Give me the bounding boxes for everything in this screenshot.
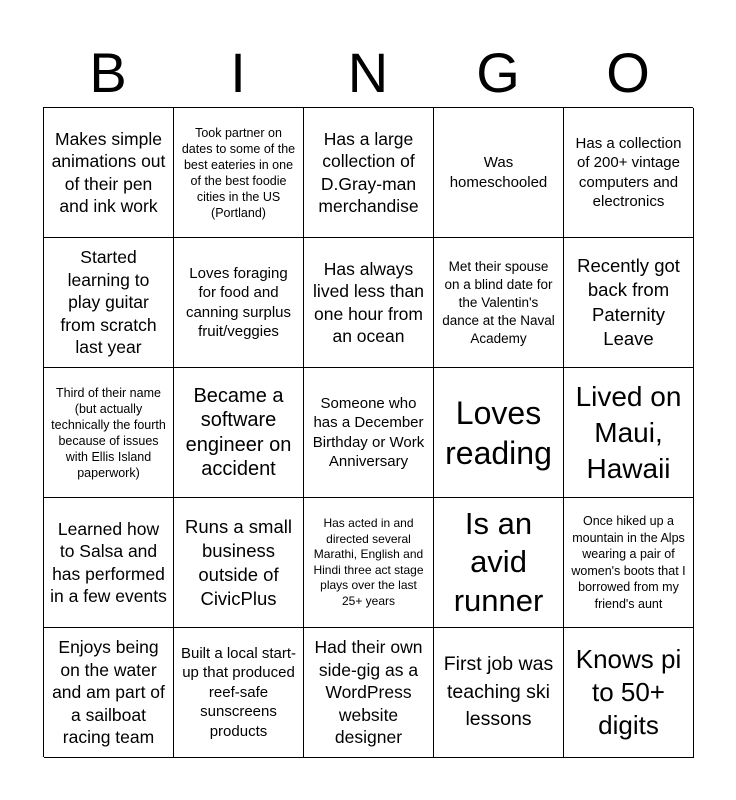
cell-text: Runs a small business outside of CivicPlus	[185, 515, 292, 609]
header-letter-i: I	[230, 41, 246, 104]
cell-text: Has a collection of 200+ vintage computers and electronics	[575, 134, 682, 210]
bingo-cell-r2c1[interactable]	[44, 238, 174, 368]
cell-text: Knows pi to 50+ digits	[575, 644, 682, 740]
bingo-cell-r5c4[interactable]	[434, 628, 564, 758]
bingo-cell-r5c3[interactable]	[304, 628, 434, 758]
cell-text: Became a software engineer on accident	[185, 384, 292, 480]
cell-text: Makes simple animations out of their pen and ink work	[51, 128, 166, 216]
bingo-cell-r4c5[interactable]	[564, 498, 694, 628]
cell-text: Has a large collection of D.Gray-man merchandise	[318, 128, 419, 216]
bingo-board	[43, 107, 693, 757]
cell-text: Had their own side-gig as a WordPress website designer	[314, 637, 423, 748]
cell-text: Built a local start-up that produced reef-safe sunscreens products	[180, 644, 297, 740]
bingo-cell-r3c4[interactable]	[434, 368, 564, 498]
bingo-cell-r1c5[interactable]	[564, 108, 694, 238]
cell-text: Lived on Maui, Hawaii	[575, 380, 682, 484]
bingo-cell-r3c3[interactable]	[304, 368, 434, 498]
bingo-cell-r1c3[interactable]	[304, 108, 434, 238]
cell-text: Took partner on dates to some of the best eateries in one of the best foodie cities in the US (Portland)	[181, 125, 296, 220]
bingo-cell-r3c1[interactable]	[44, 368, 174, 498]
bingo-cell-r3c5[interactable]	[564, 368, 694, 498]
cell-text: Has acted in and directed several Marathi, English and Hindi three act stage plays over the last 25+ years	[313, 516, 424, 608]
cell-text: Is an avid runner	[453, 505, 544, 618]
bingo-cell-r1c2[interactable]	[174, 108, 304, 238]
bingo-cell-r2c2[interactable]	[174, 238, 304, 368]
bingo-cell-r2c3[interactable]	[304, 238, 434, 368]
cell-text: Recently got back from Paternity Leave	[577, 254, 680, 349]
bingo-cell-r5c2[interactable]	[174, 628, 304, 758]
bingo-cell-r4c3[interactable]	[304, 498, 434, 628]
cell-text: Was homeschooled	[449, 154, 548, 191]
cell-text: Met their spouse on a blind date for the Valentin's dance at the Naval Academy	[442, 258, 555, 346]
header-letter-b: B	[89, 41, 127, 104]
bingo-cell-r1c4[interactable]	[434, 108, 564, 238]
bingo-cell-r2c5[interactable]	[564, 238, 694, 368]
header-letter-o: O	[606, 41, 650, 104]
cell-text: First job was teaching ski lessons	[443, 653, 554, 731]
cell-text: Third of their name (but actually technically the fourth because of issues with Ellis Island paperwork)	[51, 385, 166, 480]
cell-text: Has always lived less than one hour from an ocean	[313, 258, 424, 346]
cell-text: Once hiked up a mountain in the Alps wearing a pair of women's boots that I borrowed from my friend's aunt	[571, 514, 686, 611]
cell-text: Enjoys being on the water and am part of a sailboat racing team	[52, 637, 165, 748]
header-letter-g: G	[476, 41, 520, 104]
bingo-cell-r1c1[interactable]	[44, 108, 174, 238]
bingo-cell-r5c5[interactable]	[564, 628, 694, 758]
bingo-cell-r4c4[interactable]	[434, 498, 564, 628]
cell-text: Loves foraging for food and canning surplus fruit/veggies	[185, 264, 292, 340]
bingo-cell-r4c1[interactable]	[44, 498, 174, 628]
cell-text: Started learning to play guitar from scratch last year	[60, 247, 157, 358]
bingo-header	[43, 40, 693, 106]
bingo-cell-r4c2[interactable]	[174, 498, 304, 628]
bingo-cell-r3c2[interactable]	[174, 368, 304, 498]
header-letter-n: N	[347, 41, 389, 104]
bingo-cell-r2c4[interactable]	[434, 238, 564, 368]
cell-text: Someone who has a December Birthday or Work Anniversary	[312, 394, 425, 470]
cell-text: Learned how to Salsa and has performed in a few events	[50, 518, 167, 606]
bingo-cell-r5c1[interactable]	[44, 628, 174, 758]
cell-text: Loves reading	[445, 394, 552, 471]
